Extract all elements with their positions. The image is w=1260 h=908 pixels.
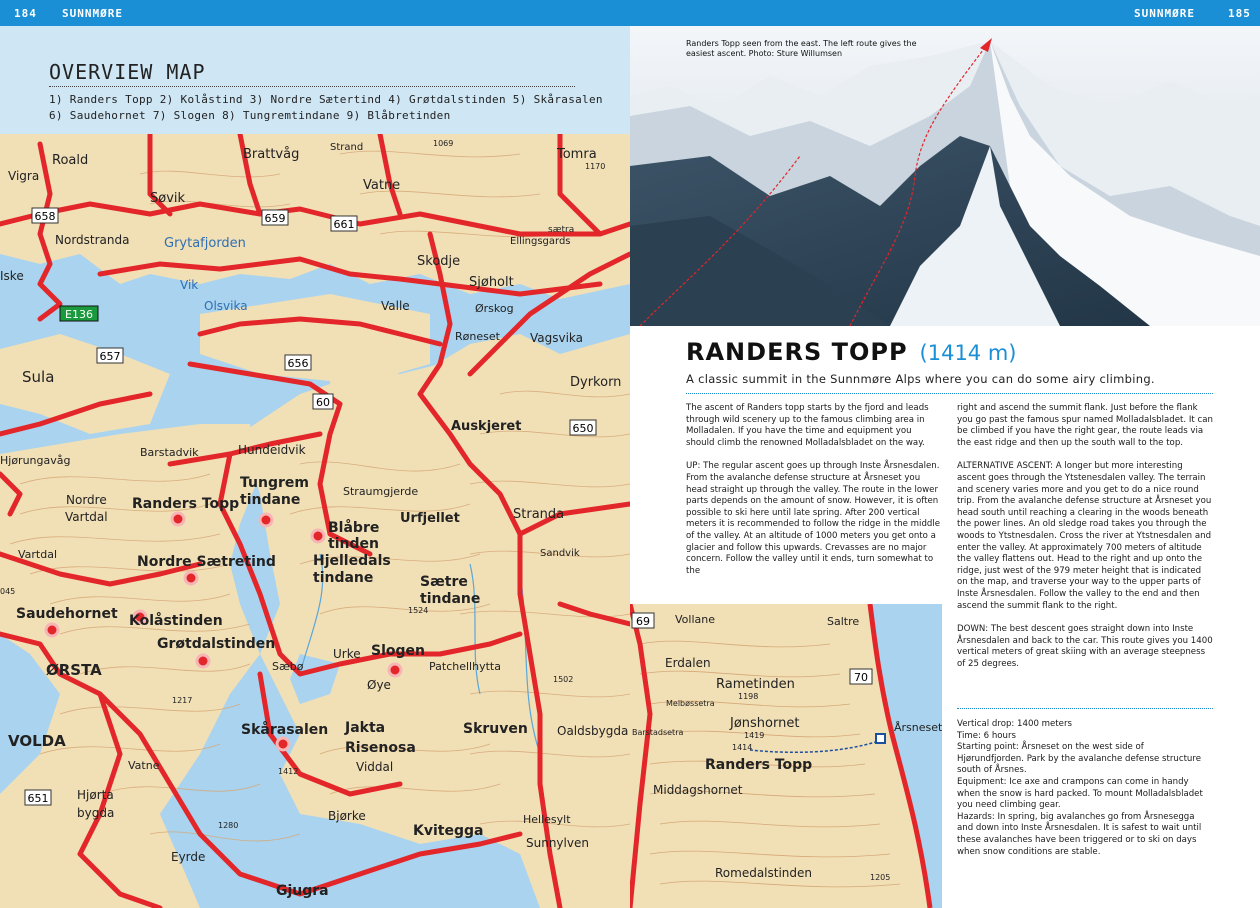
svg-text:Vatne: Vatne bbox=[363, 178, 401, 193]
fact-equipment: Equipment: Ice axe and crampons can come in handy when the snow is hard packed. To mount Molladalsbladet you need climbing gear. bbox=[957, 776, 1203, 811]
facts-box bbox=[957, 719, 1213, 858]
svg-text:ØRSTA: ØRSTA bbox=[46, 661, 102, 679]
svg-text:sætra: sætra bbox=[548, 225, 575, 235]
svg-text:Tungrem: Tungrem bbox=[240, 475, 309, 491]
svg-text:Stranda: Stranda bbox=[513, 507, 565, 522]
place-barstadsetra: Barstadsetra bbox=[632, 728, 684, 737]
svg-text:E136: E136 bbox=[65, 308, 93, 321]
svg-text:Viddal: Viddal bbox=[356, 760, 394, 774]
svg-text:tindane: tindane bbox=[313, 570, 374, 586]
article-lead: A classic summit in the Sunnmøre Alps where you can do some airy climbing. bbox=[686, 372, 1155, 386]
svg-text:Patchellhytta: Patchellhytta bbox=[429, 660, 501, 673]
svg-text:VOLDA: VOLDA bbox=[8, 732, 66, 750]
svg-text:bygda: bygda bbox=[77, 806, 115, 820]
svg-text:Urfjellet: Urfjellet bbox=[400, 511, 460, 526]
svg-text:656: 656 bbox=[287, 357, 309, 370]
svg-text:Olsvika: Olsvika bbox=[204, 299, 248, 313]
place-melbossetra: Melbøssetra bbox=[666, 699, 715, 708]
page-header-bar bbox=[0, 0, 1260, 26]
article-column-2 bbox=[957, 403, 1213, 682]
svg-text:Grøtdalstinden: Grøtdalstinden bbox=[157, 636, 276, 652]
svg-text:Ørskog: Ørskog bbox=[475, 302, 514, 315]
svg-text:Jakta: Jakta bbox=[345, 720, 386, 736]
svg-text:Nordre Sætretind: Nordre Sætretind bbox=[137, 554, 276, 570]
place-rametinden: Rametinden bbox=[716, 677, 795, 692]
mountain-photo bbox=[630, 26, 1260, 326]
fact-vertical-drop: Vertical drop: 1400 meters bbox=[957, 719, 1072, 729]
fact-starting-point: Starting point: Årsneset on the west side of Hjørundfjorden. Park by the avalanche defense structure south of Årsnes. bbox=[957, 742, 1202, 776]
svg-text:Hjørta: Hjørta bbox=[77, 788, 114, 802]
fact-time: Time: 6 hours bbox=[957, 730, 1017, 741]
svg-text:Nordstranda: Nordstranda bbox=[55, 233, 130, 247]
continued-paragraph: right and ascend the summit flank. Just before the flank you go past the famous spur named Molladalsbladet. It can be climbed if you have the right gear, the route leads via the east ridge and then up the south wall to the top. bbox=[957, 403, 1213, 448]
svg-text:Oaldsbygda: Oaldsbygda bbox=[557, 724, 629, 738]
overview-map bbox=[0, 134, 630, 908]
svg-text:Gjugra: Gjugra bbox=[276, 883, 329, 899]
svg-text:Sula: Sula bbox=[22, 368, 55, 386]
svg-text:Risenosa: Risenosa bbox=[345, 740, 416, 756]
svg-text:Strand: Strand bbox=[330, 142, 364, 153]
svg-text:Roald: Roald bbox=[52, 153, 89, 168]
svg-text:Hjørungavåg: Hjørungavåg bbox=[0, 454, 71, 467]
svg-text:Tomra: Tomra bbox=[557, 147, 597, 162]
svg-text:1280: 1280 bbox=[218, 821, 239, 830]
right-section-title: SUNNMØRE bbox=[1134, 7, 1195, 20]
place-erdalen: Erdalen bbox=[665, 656, 711, 670]
svg-text:1170: 1170 bbox=[585, 162, 606, 171]
down-paragraph: DOWN: The best descent goes straight down into Inste Årsnesdalen and back to the car. This route gives you 1400 vertical meters of great skiing with an average steepness of 25 degrees. bbox=[957, 624, 1213, 669]
alternative-ascent-paragraph: ALTERNATIVE ASCENT: A longer but more interesting ascent goes through the Ytstenesdalen valley. The terrain and scenery varies more and you get to do a nice round trip. From the avalanche defense structure at Årsneset you head south until reaching a clearing in the woods beneath the power lines. An old sledge road takes you through the woods to Ytstnesdalen. Cross the river at Ytstnesdalen and enter the valley. At approximately 700 meters of altitude the valley flattens out. Head to the right and up onto the ridge, just west of the 979 meter height that is indicated on the map, and traverse your way to the upper parts of Inste Årsnesdalen. Follow the valley to the end and then ascend the summit flank to the right. bbox=[957, 461, 1212, 611]
place-vollane: Vollane bbox=[675, 613, 715, 626]
svg-text:Øye: Øye bbox=[367, 678, 391, 692]
svg-text:1217: 1217 bbox=[172, 696, 193, 705]
svg-text:Grytafjorden: Grytafjorden bbox=[164, 236, 246, 251]
svg-text:Søvik: Søvik bbox=[150, 191, 186, 206]
svg-text:651: 651 bbox=[27, 792, 49, 805]
svg-text:Dyrkorn: Dyrkorn bbox=[570, 375, 622, 390]
height-1414: 1414 bbox=[732, 743, 753, 752]
svg-text:tindane: tindane bbox=[420, 591, 481, 607]
svg-text:Skruven: Skruven bbox=[463, 721, 528, 737]
svg-text:Vartdal: Vartdal bbox=[65, 510, 108, 524]
svg-text:661: 661 bbox=[333, 218, 355, 231]
svg-text:Skårasalen: Skårasalen bbox=[241, 722, 329, 738]
svg-text:tindane: tindane bbox=[240, 492, 301, 508]
height-1198: 1198 bbox=[738, 692, 759, 701]
height-1419: 1419 bbox=[744, 731, 765, 740]
overview-legend-line-2: 6) Saudehornet 7) Slogen 8) Tungremtindane 9) Blåbretinden bbox=[49, 109, 451, 122]
article-column-1 bbox=[686, 403, 941, 589]
svg-text:Sandvik: Sandvik bbox=[540, 548, 580, 559]
article-title bbox=[686, 338, 1017, 366]
article-title-text: RANDERS TOPP bbox=[686, 338, 908, 366]
svg-text:tinden: tinden bbox=[328, 536, 379, 552]
svg-text:Urke: Urke bbox=[333, 647, 361, 661]
left-section-title: SUNNMØRE bbox=[62, 7, 123, 20]
svg-text:1524: 1524 bbox=[408, 606, 429, 615]
svg-text:1069: 1069 bbox=[433, 139, 454, 148]
svg-text:Hellesylt: Hellesylt bbox=[523, 813, 571, 826]
svg-text:Kvitegga: Kvitegga bbox=[413, 823, 484, 839]
overview-title: OVERVIEW MAP bbox=[49, 60, 206, 84]
svg-text:045: 045 bbox=[0, 587, 16, 596]
svg-text:Kolåstinden: Kolåstinden bbox=[129, 613, 223, 629]
svg-text:Barstadvik: Barstadvik bbox=[140, 446, 199, 459]
svg-text:Vik: Vik bbox=[180, 278, 199, 292]
detail-road-70: 70 bbox=[854, 671, 868, 684]
photo-caption: Randers Topp seen from the east. The left route gives the easiest ascent. Photo: Sture Willumsen bbox=[686, 39, 917, 58]
place-arsneset: Årsneset bbox=[894, 721, 942, 734]
detail-road-69: 69 bbox=[636, 615, 650, 628]
svg-text:650: 650 bbox=[572, 422, 594, 435]
place-middagshornet: Middagshornet bbox=[653, 783, 743, 797]
svg-text:Auskjeret: Auskjeret bbox=[451, 419, 522, 434]
svg-text:Vatne: Vatne bbox=[128, 759, 160, 772]
right-page-number: 185 bbox=[1228, 7, 1251, 20]
svg-text:Røneset: Røneset bbox=[455, 330, 500, 343]
svg-text:Blåbre: Blåbre bbox=[328, 520, 380, 536]
place-jonshornet: Jønshornet bbox=[730, 716, 800, 731]
place-saltre: Saltre bbox=[827, 615, 860, 628]
svg-text:Sunnylven: Sunnylven bbox=[526, 836, 589, 850]
up-paragraph: UP: The regular ascent goes up through Inste Årsnesdalen. From the avalanche defense structure at Årsneset you head straight up through the valley. The route in the lower parts depends on the amount of snow. However, it is often possible to ski here until late spring. After 200 vertical meters it is recommended to follow the ridge in the middle of the valley. At an altitude of 1000 meters you get onto a glacier and follow this upwards. Crevasses are no major concern. Follow the valley until it ends, turn somewhat to the bbox=[686, 461, 941, 576]
svg-text:658: 658 bbox=[34, 210, 56, 223]
svg-text:Randers Topp: Randers Topp bbox=[132, 496, 240, 512]
svg-text:Ellingsgards: Ellingsgards bbox=[510, 236, 571, 247]
overview-legend-line-1: 1) Randers Topp 2) Kolåstind 3) Nordre Sætertind 4) Grøtdalstinden 5) Skårasalen bbox=[49, 93, 603, 106]
svg-text:Valle: Valle bbox=[381, 299, 410, 313]
place-randers-topp: Randers Topp bbox=[705, 757, 813, 773]
svg-text:1412: 1412 bbox=[278, 767, 299, 776]
svg-text:Bjørke: Bjørke bbox=[328, 809, 366, 823]
svg-text:Eyrde: Eyrde bbox=[171, 850, 206, 864]
svg-text:Hjelledals: Hjelledals bbox=[313, 553, 391, 569]
left-page-number: 184 bbox=[14, 7, 37, 20]
svg-text:657: 657 bbox=[99, 350, 121, 363]
detail-map bbox=[630, 604, 942, 908]
intro-paragraph: The ascent of Randers topp starts by the fjord and leads through wild scenery up to the famous climbing area in Molladalen. If you have the time and equipment you should climb the renowned Molladalsbladet on the way. bbox=[686, 403, 929, 448]
svg-text:Vigra: Vigra bbox=[8, 169, 40, 183]
svg-text:Sjøholt: Sjøholt bbox=[469, 275, 514, 290]
article-elevation: (1414 m) bbox=[919, 341, 1017, 365]
fact-hazards: Hazards: In spring, big avalanches go from Årsnesegga and down into Inste Årsnesdalen. It is safest to wait until these avalanches have been triggered or to ski on days when snow conditions are stable. bbox=[957, 811, 1202, 857]
svg-text:Saudehornet: Saudehornet bbox=[16, 606, 118, 622]
svg-text:1502: 1502 bbox=[553, 675, 574, 684]
svg-text:659: 659 bbox=[264, 212, 286, 225]
svg-text:Skodje: Skodje bbox=[417, 254, 461, 269]
svg-text:Sæbø: Sæbø bbox=[272, 660, 304, 673]
svg-text:Vagsvika: Vagsvika bbox=[530, 331, 584, 345]
svg-text:Straumgjerde: Straumgjerde bbox=[343, 485, 419, 498]
svg-text:Sætre: Sætre bbox=[420, 574, 468, 590]
lead-rule bbox=[686, 393, 1213, 394]
svg-text:Slogen: Slogen bbox=[371, 643, 425, 659]
svg-text:Vartdal: Vartdal bbox=[18, 548, 58, 561]
svg-text:Hundeidvik: Hundeidvik bbox=[238, 443, 306, 457]
svg-text:Brattvåg: Brattvåg bbox=[243, 147, 300, 162]
place-romedalstinden: Romedalstinden bbox=[715, 866, 813, 880]
svg-text:60: 60 bbox=[316, 396, 330, 409]
facts-rule bbox=[957, 708, 1213, 709]
svg-text:Nordre: Nordre bbox=[66, 493, 107, 507]
svg-text:Iske: Iske bbox=[0, 269, 24, 283]
overview-rule bbox=[49, 86, 575, 87]
height-1205: 1205 bbox=[870, 873, 891, 882]
